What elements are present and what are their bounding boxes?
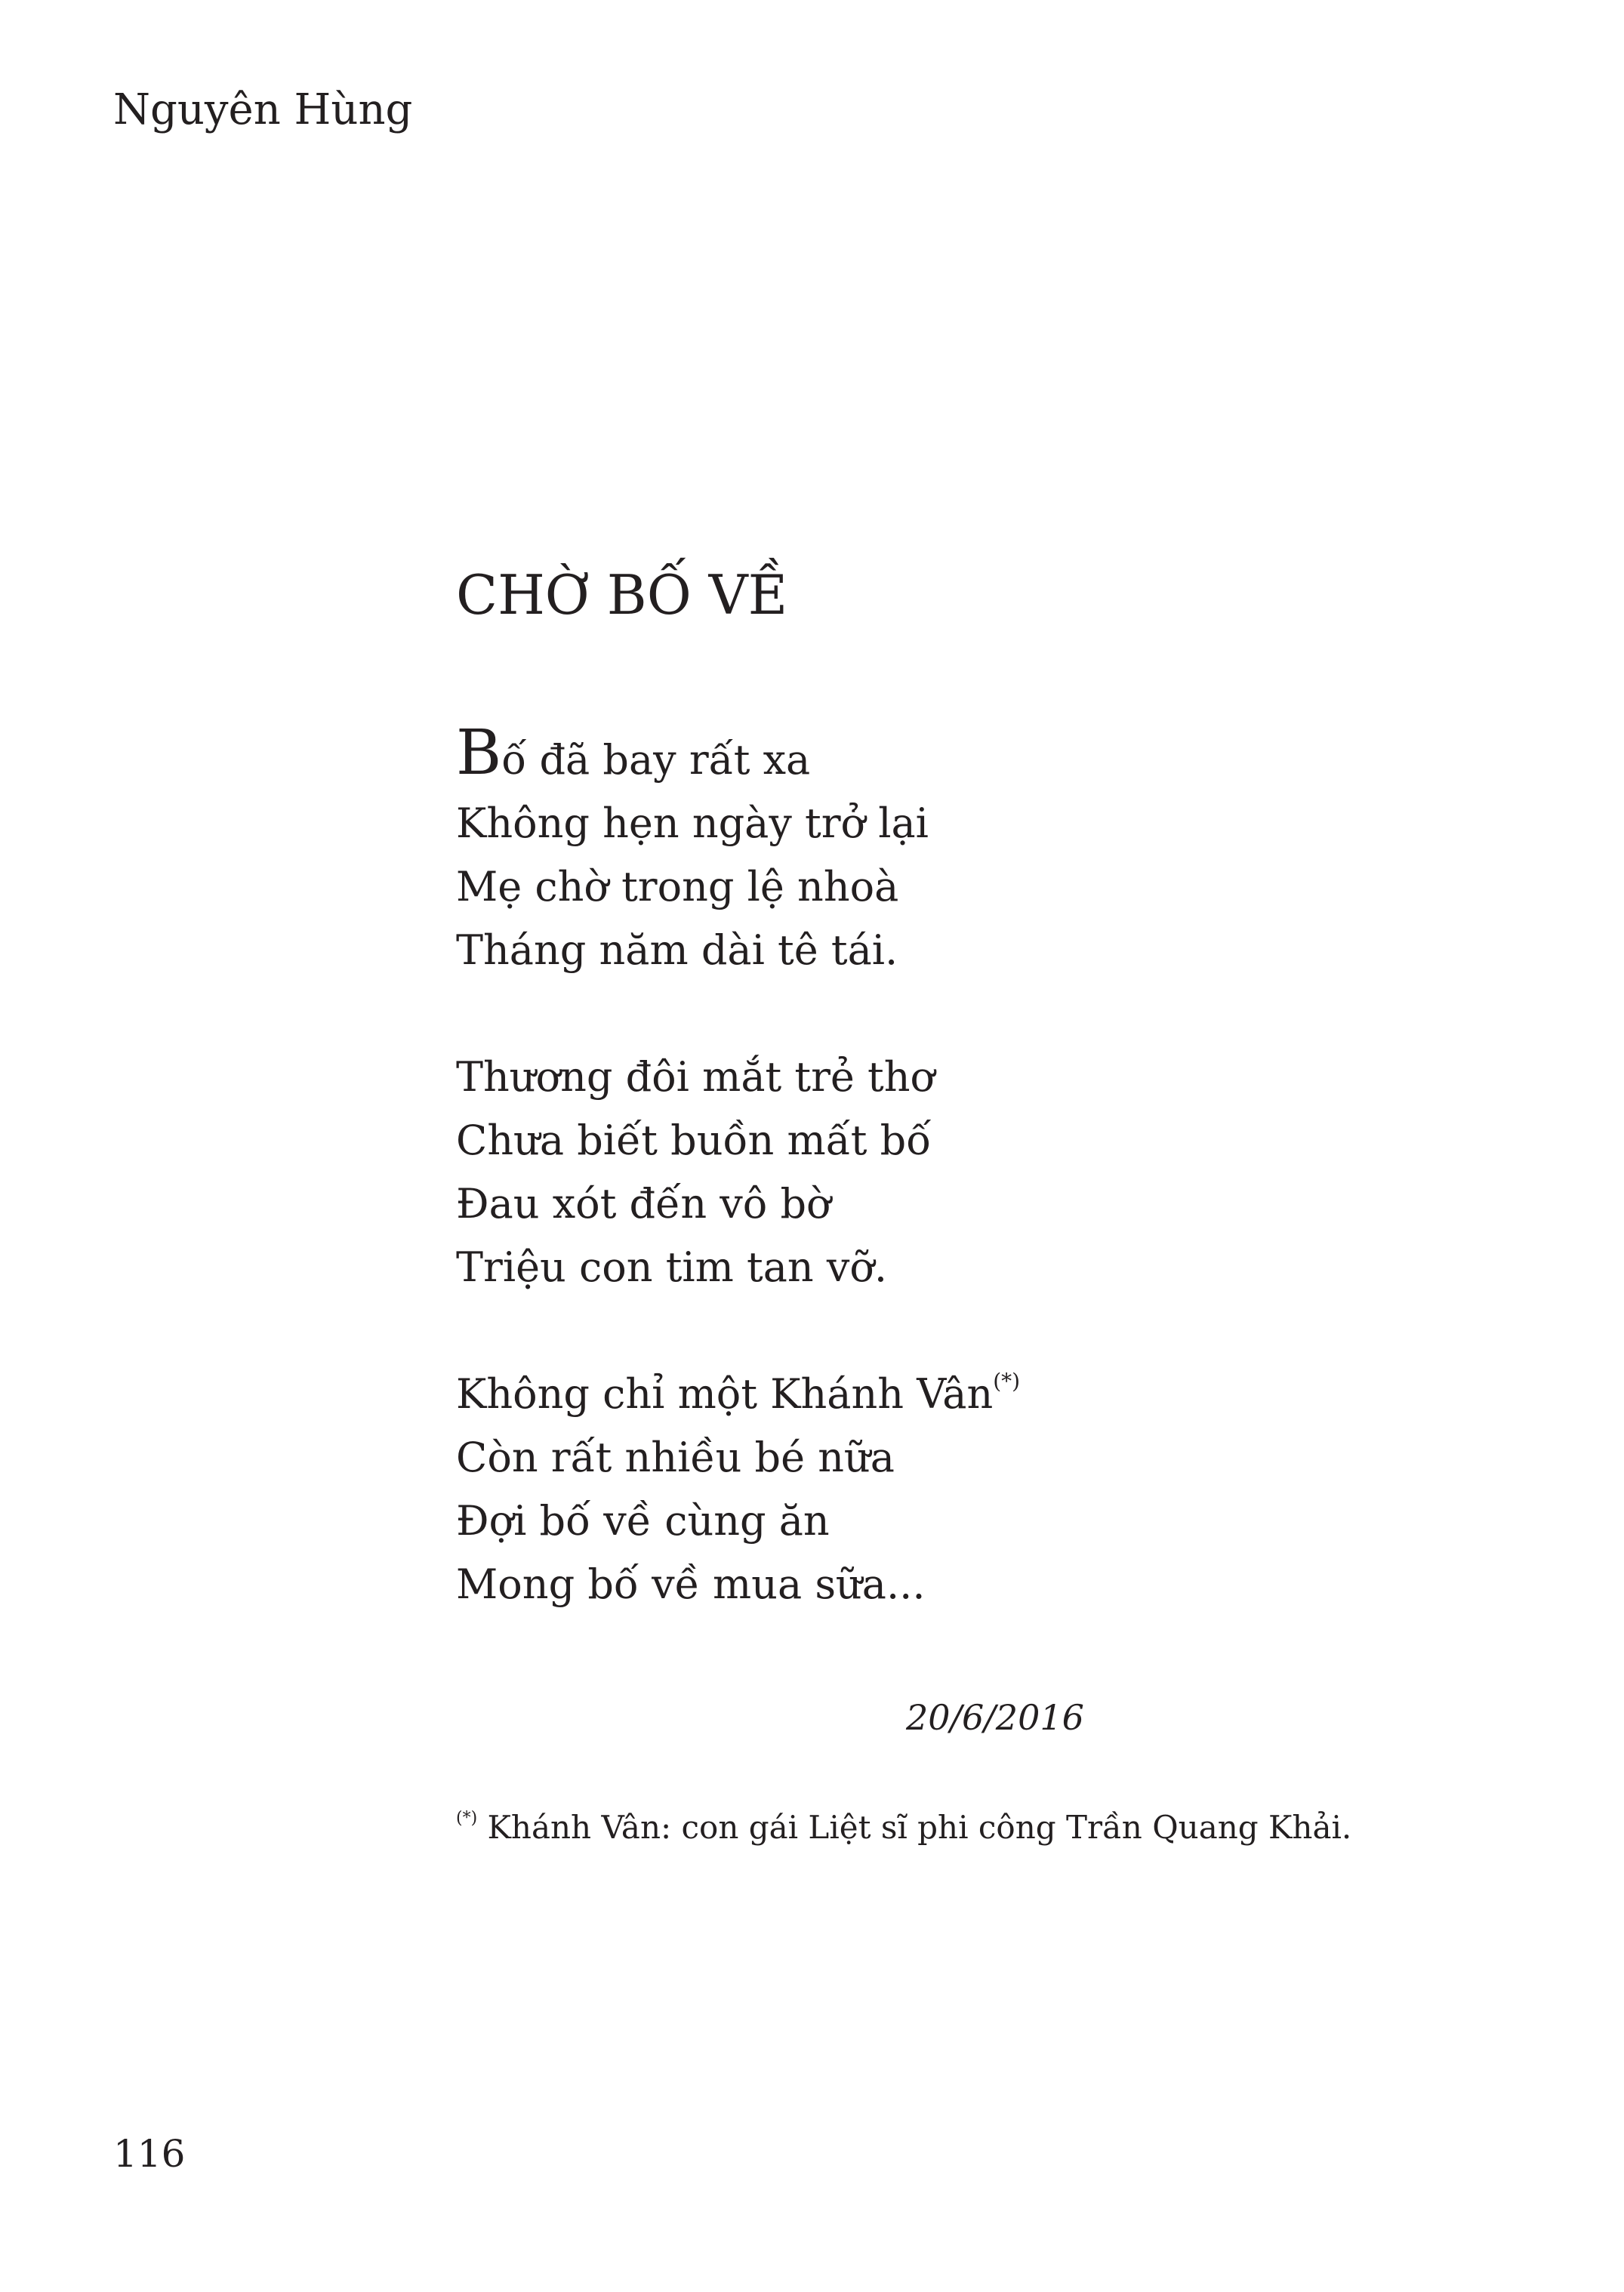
- drop-cap: B: [456, 717, 502, 789]
- page-number: 116: [113, 2132, 186, 2176]
- stanza-1: [456, 717, 1438, 982]
- poem-line: [456, 717, 1438, 792]
- poem-line: Mong bố về mua sữa...: [456, 1560, 926, 1608]
- poem-title: CHỜ BỐ VỀ: [456, 563, 788, 627]
- footnote-reference: (*): [993, 1369, 1021, 1394]
- poem-date: 20/6/2016: [906, 1697, 1084, 1738]
- running-header-author: Nguyên Hùng: [113, 85, 413, 134]
- poem-line: Đợi bố về cùng ăn: [456, 1497, 830, 1545]
- poem-line: Đau xót đến vô bờ: [456, 1180, 831, 1228]
- poem-line-text: ố đã bay rất xa: [501, 736, 811, 784]
- footnote-text: Khánh Vân: con gái Liệt sĩ phi công Trần Quang Khải.: [477, 1809, 1352, 1846]
- poem-line: Mẹ chờ trong lệ nhoà: [456, 863, 899, 910]
- footnote-marker: (*): [456, 1809, 478, 1828]
- footnote: [456, 1809, 1352, 1846]
- stanza-2: [456, 1046, 1438, 1299]
- poem-line-text: Không chỉ một Khánh Vân: [456, 1370, 994, 1418]
- poem-line: Chưa biết buồn mất bố: [456, 1117, 932, 1164]
- poem-body: [456, 717, 1438, 1680]
- poem-line: [456, 1363, 1438, 1426]
- stanza-3: [456, 1363, 1438, 1616]
- poem-line: Triệu con tim tan vỡ.: [456, 1243, 888, 1291]
- poem-line: Thương đôi mắt trẻ thơ: [456, 1053, 935, 1101]
- poem-line: Còn rất nhiều bé nữa: [456, 1434, 895, 1481]
- poem-line: Tháng năm dài tê tái.: [456, 926, 898, 974]
- poem-line: Không hẹn ngày trở lại: [456, 799, 929, 847]
